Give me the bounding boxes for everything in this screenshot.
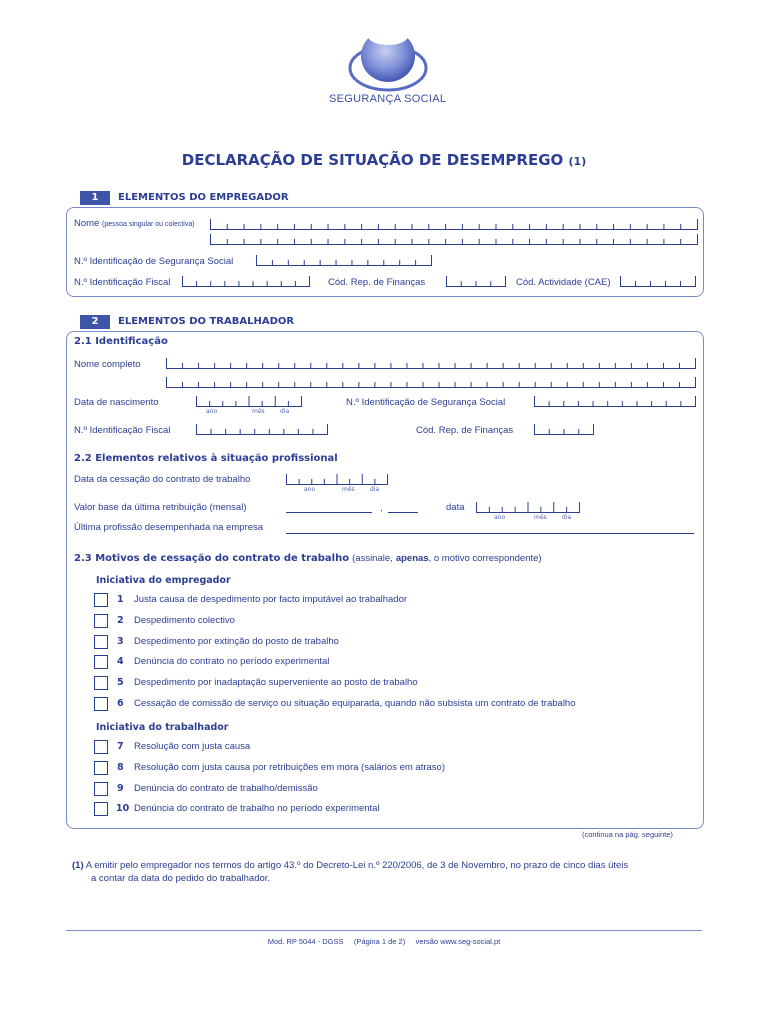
birthdate-hint-ano: ano <box>206 408 218 415</box>
worker-birthdate-label: Data de nascimento <box>74 397 159 408</box>
section-2-title: ELEMENTOS DO TRABALHADOR <box>118 316 295 327</box>
subsection-2-3-title: 2.3 Motivos de cessação do contrato de trabalho (assinale, apenas, o motivo correspondente) <box>74 553 542 564</box>
worker-nif-field[interactable] <box>196 424 328 435</box>
reason-row <box>94 676 684 692</box>
footnote-line-2: a contar da data do pedido do trabalhador. <box>91 873 271 884</box>
reason-text: Despedimento por extinção do posto de trabalho <box>134 635 339 647</box>
reason-number: 8 <box>117 761 124 773</box>
cessation-date-label: Data da cessação do contrato de trabalho <box>74 474 251 485</box>
reason-text: Despedimento colectivo <box>134 614 235 626</box>
title-footnote-ref: (1) <box>568 155 587 168</box>
reason-row <box>94 740 684 756</box>
reason-text: Justa causa de despedimento por facto imputável ao trabalhador <box>134 594 408 605</box>
reason-text: Cessação de comissão de serviço ou situação equiparada, quando não subsista um contrato de trabalho <box>134 698 576 709</box>
worker-nif-label: N.º Identificação Fiscal <box>74 425 171 436</box>
employer-initiative-heading: Iniciativa do empregador <box>96 575 231 586</box>
reason-number: 3 <box>117 635 124 647</box>
footer: Mod. RP 5044 - DGSS (Página 1 de 2) versão www.seg-social.pt <box>267 937 501 946</box>
employee-initiative-heading: Iniciativa do trabalhador <box>96 722 229 733</box>
salary-date-hint-mes: mês <box>534 514 547 521</box>
reason-number: 4 <box>117 656 124 668</box>
subsection-2-1-title: 2.1 Identificação <box>74 336 168 347</box>
birthdate-hint-dia: dia <box>280 408 290 415</box>
reason-number: 10 <box>116 803 130 815</box>
salary-date-label: data <box>446 502 465 513</box>
reason-text: Denúncia do contrato de trabalho/demissão <box>134 782 318 794</box>
reason-checkbox[interactable] <box>94 697 108 711</box>
reason-row <box>94 655 684 671</box>
section-1-title: ELEMENTOS DO EMPREGADOR <box>118 192 289 203</box>
reason-row <box>94 782 684 798</box>
employer-name-label: Nome (pessoa singular ou colectiva) <box>74 218 195 229</box>
salary-decimal-field[interactable] <box>388 512 418 513</box>
last-profession-label: Última profissão desempenhada na empresa <box>74 522 264 533</box>
salary-decimal-separator: , <box>380 503 383 514</box>
employer-cod-financas-label: Cód. Rep. de Finanças <box>328 277 426 288</box>
employer-niss-label: N.º Identificação de Segurança Social <box>74 256 234 267</box>
worker-birthdate-field[interactable] <box>196 396 302 407</box>
reason-row <box>94 802 684 818</box>
reason-checkbox[interactable] <box>94 802 108 816</box>
footer-divider <box>66 930 702 931</box>
reason-checkbox[interactable] <box>94 655 108 669</box>
employer-nif-label: N.º Identificação Fiscal <box>74 277 171 288</box>
salary-label: Valor base da última retribuição (mensal) <box>74 502 247 513</box>
salary-date-hint-ano: ano <box>494 514 506 521</box>
employer-cae-label: Cód. Actividade (CAE) <box>516 277 611 288</box>
employer-name-field-1[interactable] <box>210 219 698 230</box>
worker-name-field-2[interactable] <box>166 377 696 388</box>
worker-cod-financas-field[interactable] <box>534 424 594 435</box>
reason-number: 2 <box>117 614 124 626</box>
salary-date-field[interactable] <box>476 502 580 513</box>
reason-number: 5 <box>117 677 124 689</box>
last-profession-field[interactable] <box>286 533 694 534</box>
section-2-number: 2 <box>80 315 110 329</box>
salary-date-hint-dia: dia <box>562 514 572 521</box>
reason-checkbox[interactable] <box>94 593 108 607</box>
reason-checkbox[interactable] <box>94 740 108 754</box>
reason-text: Resolução com justa causa <box>134 741 251 752</box>
cessation-date-field[interactable] <box>286 474 388 485</box>
birthdate-hint-mes: mês <box>252 408 265 415</box>
reason-checkbox[interactable] <box>94 614 108 628</box>
continued-note: (continua na pág. seguinte) <box>582 830 673 839</box>
employer-cae-field[interactable] <box>620 276 696 287</box>
reason-number: 1 <box>117 594 124 605</box>
worker-cod-financas-label: Cód. Rep. de Finanças <box>416 425 514 436</box>
reason-row <box>94 635 684 651</box>
employer-niss-field[interactable] <box>256 255 432 266</box>
reason-text: Denúncia do contrato de trabalho no período experimental <box>134 803 380 815</box>
employer-name-field-2[interactable] <box>210 234 698 245</box>
reason-row <box>94 697 684 713</box>
reason-checkbox[interactable] <box>94 782 108 796</box>
worker-niss-field[interactable] <box>534 396 696 407</box>
reason-checkbox[interactable] <box>94 635 108 649</box>
section-1-number: 1 <box>80 191 110 205</box>
logo-text: SEGURANÇA SOCIAL <box>329 93 447 105</box>
reason-number: 9 <box>117 782 124 794</box>
reason-text: Resolução com justa causa por retribuições em mora (salários em atraso) <box>134 761 445 773</box>
subsection-2-2-title: 2.2 Elementos relativos à situação profissional <box>74 453 338 464</box>
page-title: DECLARAÇÃO DE SITUAÇÃO DE DESEMPREGO (1) <box>181 151 587 169</box>
reason-row <box>94 761 684 777</box>
footnote: (1) A emitir pelo empregador nos termos do artigo 43.º do Decreto-Lei n.º 220/2006, de 3 de Novembro, no prazo de cinco dias úteis <box>72 860 629 871</box>
cessation-hint-mes: mês <box>342 486 355 493</box>
worker-name-label: Nome completo <box>74 359 141 370</box>
seguranca-social-logo <box>340 26 436 92</box>
employer-cod-financas-field[interactable] <box>446 276 506 287</box>
cessation-hint-dia: dia <box>370 486 380 493</box>
reason-number: 7 <box>117 741 124 752</box>
reason-number: 6 <box>117 698 124 709</box>
reason-row <box>94 593 684 609</box>
worker-name-field-1[interactable] <box>166 358 696 369</box>
employer-nif-field[interactable] <box>182 276 310 287</box>
salary-integer-field[interactable] <box>286 512 372 513</box>
reason-row <box>94 614 684 630</box>
reason-checkbox[interactable] <box>94 761 108 775</box>
cessation-hint-ano: ano <box>304 486 316 493</box>
reason-text: Despedimento por inadaptação superveniente ao posto de trabalho <box>134 677 418 689</box>
worker-niss-label: N.º Identificação de Segurança Social <box>346 397 506 408</box>
reason-checkbox[interactable] <box>94 676 108 690</box>
reason-text: Denúncia do contrato no período experimental <box>134 656 330 668</box>
